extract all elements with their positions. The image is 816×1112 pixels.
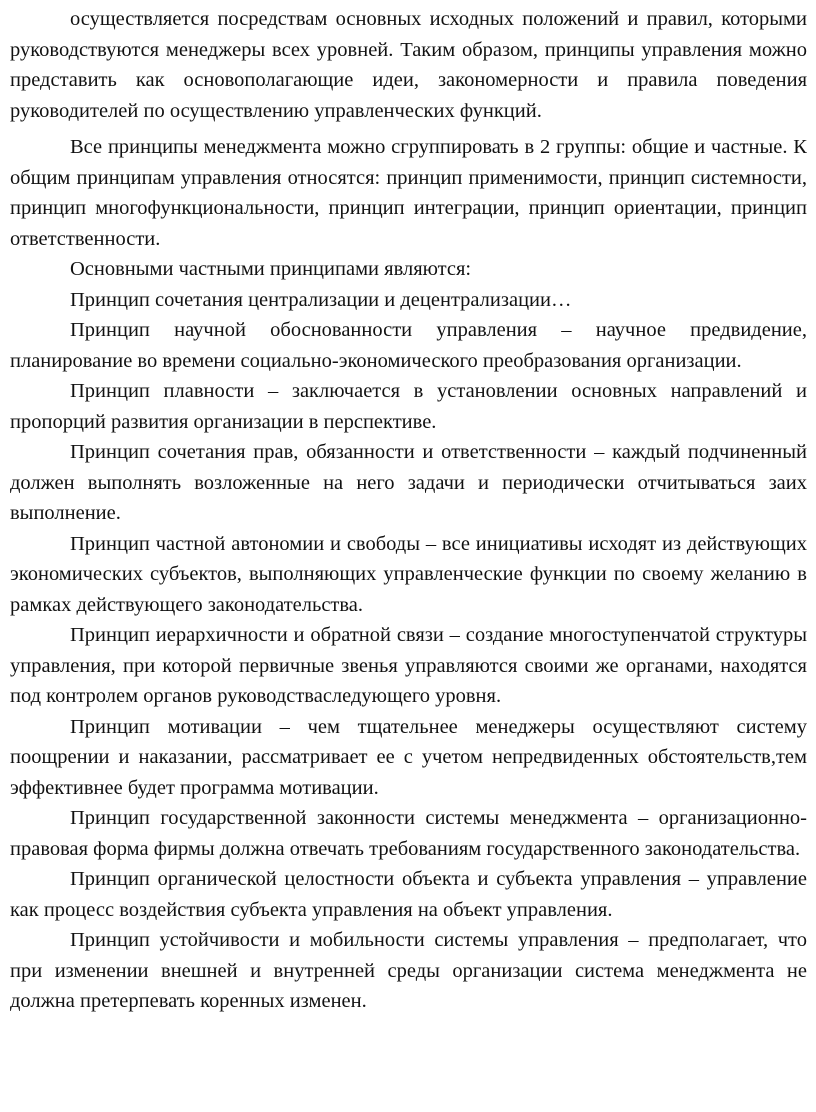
paragraph-rights-duties: Принцип сочетания прав, обязанности и ответственности – каждый подчиненный должен выполнять возложенные на него задачи и периодически отчитываться заих выполнение. [10,441,807,524]
paragraph-hierarchy: Принцип иерархичности и обратной связи – создание многоступенчатой структуры управления, при которой первичные звенья управляются своими же органами, находятся под контролем органов руководстваследующего уровня. [10,624,807,707]
paragraph-stability-mobility: Принцип устойчивости и мобильности системы управления – предполагает, что при изменении внешней и внутренней среды организации система менеджмента не должна претерпевать коренных изменен. [10,929,807,1012]
paragraph-organic-integrity: Принцип органической целостности объекта и субъекта управления – управление как процесс воздействия субъекта управления на объект управления. [10,868,807,921]
paragraph-centralization: Принцип сочетания централизации и децентрализации… [70,288,572,311]
paragraph-scientific-validity: Принцип научной обоснованности управления – научное предвидение, планирование во времени социально-экономического преобразования организации. [10,319,807,372]
paragraph-principle-groups: Все принципы менеджмента можно сгруппировать в 2 группы: общие и частные. К общим принципам управления относятся: принцип применимости, принцип системности, принцип многофункциональности, принцип интеграции, принцип ориентации, принцип ответственности. [10,136,807,250]
paragraph-intro-continuation: осуществляется посредствам основных исходных положений и правил, которыми руководствуются менеджеры всех уровней. Таким образом, принципы управления можно представить как основополагающие идеи, закономерности и правила поведения руководителей по осуществлению управленческих функций. [10,8,807,122]
document-page [10,4,807,1017]
paragraph-particular-principles-heading: Основными частными принципами являются: [70,258,472,280]
paragraph-motivation: Принцип мотивации – чем тщательнее менеджеры осуществляют систему поощрении и наказании, рассматривает ее с учетом непредвиденных обстоятельств,тем эффективнее будет программа мотивации. [10,715,807,799]
paragraph-state-legality: Принцип государственной законности системы менеджмента – организационно-правовая форма фирмы должна отвечать требованиям государственного законодательства. [10,807,807,860]
paragraph-smoothness: Принцип плавности – заключается в установлении основных направлений и пропорций развития организации в перспективе. [10,380,807,433]
paragraph-autonomy: Принцип частной автономии и свободы – все инициативы исходят из действующих экономических субъектов, выполняющих управленческие функции по своему желанию в рамках действующего законодательства. [10,532,807,616]
